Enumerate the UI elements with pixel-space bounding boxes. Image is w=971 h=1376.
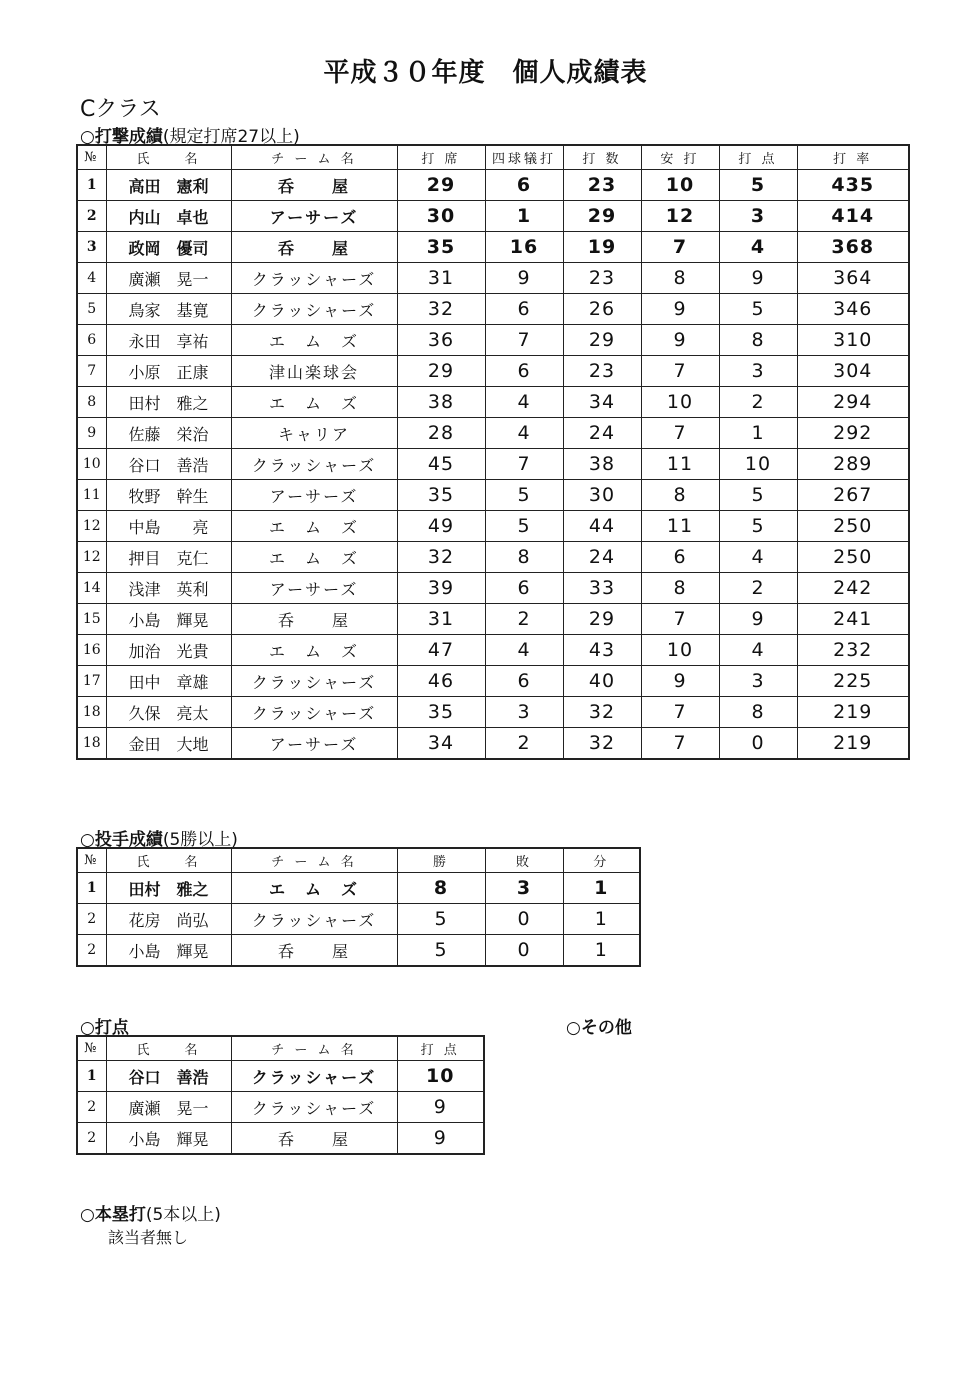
walks-sacrifices-cell: 4 bbox=[485, 635, 563, 666]
plate-appearances-cell: 39 bbox=[397, 573, 485, 604]
table-row bbox=[77, 263, 909, 294]
pitching-col-header: 敗 bbox=[485, 848, 563, 873]
rbi-cell: 5 bbox=[719, 511, 797, 542]
plate-appearances-cell: 36 bbox=[397, 325, 485, 356]
player-name-cell: 永田 享祐 bbox=[106, 325, 231, 356]
walks-sacrifices-cell: 6 bbox=[485, 666, 563, 697]
walks-sacrifices-cell: 1 bbox=[485, 201, 563, 232]
at-bats-cell: 29 bbox=[563, 604, 641, 635]
hits-cell: 12 bbox=[641, 201, 719, 232]
hits-cell: 9 bbox=[641, 325, 719, 356]
wins-cell: 8 bbox=[397, 873, 485, 904]
rbi-col-header: 打 点 bbox=[397, 1036, 484, 1061]
batting-average-cell: 294 bbox=[797, 387, 909, 418]
rank-cell: 16 bbox=[77, 635, 106, 666]
team-name-cell: キャリア bbox=[231, 418, 397, 449]
plate-appearances-cell: 47 bbox=[397, 635, 485, 666]
plate-appearances-cell: 38 bbox=[397, 387, 485, 418]
pitching-header-row bbox=[77, 848, 640, 873]
table-row bbox=[77, 418, 909, 449]
team-name-cell: クラッシャーズ bbox=[231, 263, 397, 294]
plate-appearances-cell: 46 bbox=[397, 666, 485, 697]
hits-cell: 10 bbox=[641, 387, 719, 418]
plate-appearances-cell: 29 bbox=[397, 170, 485, 201]
rbi-cell: 2 bbox=[719, 387, 797, 418]
hits-cell: 10 bbox=[641, 635, 719, 666]
rank-cell: 12 bbox=[77, 511, 106, 542]
rbi-cell: 5 bbox=[719, 170, 797, 201]
plate-appearances-cell: 29 bbox=[397, 356, 485, 387]
team-name-cell: クラッシャーズ bbox=[231, 697, 397, 728]
plate-appearances-cell: 30 bbox=[397, 201, 485, 232]
rank-cell: 4 bbox=[77, 263, 106, 294]
at-bats-cell: 24 bbox=[563, 418, 641, 449]
walks-sacrifices-cell: 6 bbox=[485, 573, 563, 604]
batting-col-header: 安 打 bbox=[641, 145, 719, 170]
hits-cell: 8 bbox=[641, 263, 719, 294]
wins-cell: 5 bbox=[397, 904, 485, 935]
rbi-cell: 10 bbox=[397, 1061, 484, 1092]
batting-average-cell: 242 bbox=[797, 573, 909, 604]
player-name-cell: 中島 亮 bbox=[106, 511, 231, 542]
rbi-heading: ○打点 bbox=[80, 1018, 129, 1038]
team-name-cell: アーサーズ bbox=[231, 480, 397, 511]
batting-average-cell: 225 bbox=[797, 666, 909, 697]
at-bats-cell: 32 bbox=[563, 728, 641, 760]
hits-cell: 7 bbox=[641, 697, 719, 728]
table-row bbox=[77, 904, 640, 935]
rbi-cell: 9 bbox=[397, 1123, 484, 1155]
walks-sacrifices-cell: 6 bbox=[485, 294, 563, 325]
batting-note: (規定打席27以上) bbox=[162, 127, 300, 147]
plate-appearances-cell: 31 bbox=[397, 263, 485, 294]
table-row bbox=[77, 449, 909, 480]
rbi-cell: 1 bbox=[719, 418, 797, 449]
rank-cell: 2 bbox=[77, 935, 106, 967]
batting-average-cell: 292 bbox=[797, 418, 909, 449]
batting-average-cell: 435 bbox=[797, 170, 909, 201]
batting-col-header: 打 席 bbox=[397, 145, 485, 170]
hits-cell: 11 bbox=[641, 449, 719, 480]
player-name-cell: 金田 大地 bbox=[106, 728, 231, 760]
rbi-cell: 0 bbox=[719, 728, 797, 760]
player-name-cell: 花房 尚弘 bbox=[106, 904, 231, 935]
player-name-cell: 浅津 英利 bbox=[106, 573, 231, 604]
rbi-cell: 2 bbox=[719, 573, 797, 604]
hits-cell: 7 bbox=[641, 604, 719, 635]
rbi-cell: 5 bbox=[719, 294, 797, 325]
rbi-cell: 9 bbox=[397, 1092, 484, 1123]
plate-appearances-cell: 34 bbox=[397, 728, 485, 760]
player-name-cell: 高田 憲利 bbox=[106, 170, 231, 201]
team-name-cell: エ ム ズ bbox=[231, 325, 397, 356]
batting-average-cell: 219 bbox=[797, 697, 909, 728]
rbi-cell: 8 bbox=[719, 697, 797, 728]
team-name-cell: クラッシャーズ bbox=[231, 294, 397, 325]
player-name-cell: 田村 雅之 bbox=[106, 873, 231, 904]
player-name-cell: 内山 卓也 bbox=[106, 201, 231, 232]
plate-appearances-cell: 28 bbox=[397, 418, 485, 449]
batting-col-header: 打 率 bbox=[797, 145, 909, 170]
rbi-col-header: № bbox=[77, 1036, 106, 1061]
team-name-cell: エ ム ズ bbox=[231, 873, 397, 904]
table-row bbox=[77, 573, 909, 604]
batting-header-row bbox=[77, 145, 909, 170]
hits-cell: 9 bbox=[641, 666, 719, 697]
team-name-cell: 津山楽球会 bbox=[231, 356, 397, 387]
batting-average-cell: 414 bbox=[797, 201, 909, 232]
batting-col-header: 打 数 bbox=[563, 145, 641, 170]
rank-cell: 1 bbox=[77, 170, 106, 201]
batting-average-cell: 241 bbox=[797, 604, 909, 635]
rbi-col-header: 氏 名 bbox=[106, 1036, 231, 1061]
table-row bbox=[77, 935, 640, 967]
hits-cell: 10 bbox=[641, 170, 719, 201]
batting-average-cell: 267 bbox=[797, 480, 909, 511]
at-bats-cell: 23 bbox=[563, 356, 641, 387]
batting-average-cell: 304 bbox=[797, 356, 909, 387]
at-bats-cell: 38 bbox=[563, 449, 641, 480]
rank-cell: 12 bbox=[77, 542, 106, 573]
rank-cell: 18 bbox=[77, 728, 106, 760]
player-name-cell: 牧野 幹生 bbox=[106, 480, 231, 511]
pitching-col-header: チ ー ム 名 bbox=[231, 848, 397, 873]
table-row bbox=[77, 604, 909, 635]
player-name-cell: 廣瀬 晃一 bbox=[106, 263, 231, 294]
losses-cell: 0 bbox=[485, 935, 563, 967]
walks-sacrifices-cell: 5 bbox=[485, 480, 563, 511]
hits-cell: 7 bbox=[641, 418, 719, 449]
walks-sacrifices-cell: 7 bbox=[485, 449, 563, 480]
rank-cell: 14 bbox=[77, 573, 106, 604]
hits-cell: 7 bbox=[641, 728, 719, 760]
batting-average-cell: 232 bbox=[797, 635, 909, 666]
other-heading: ○その他 bbox=[566, 1018, 632, 1038]
pitching-heading-text: ○投手成績 bbox=[80, 830, 163, 850]
at-bats-cell: 43 bbox=[563, 635, 641, 666]
batting-col-header: № bbox=[77, 145, 106, 170]
hits-cell: 6 bbox=[641, 542, 719, 573]
table-row bbox=[77, 387, 909, 418]
plate-appearances-cell: 32 bbox=[397, 542, 485, 573]
walks-sacrifices-cell: 2 bbox=[485, 604, 563, 635]
rank-cell: 10 bbox=[77, 449, 106, 480]
at-bats-cell: 30 bbox=[563, 480, 641, 511]
plate-appearances-cell: 31 bbox=[397, 604, 485, 635]
losses-cell: 3 bbox=[485, 873, 563, 904]
player-name-cell: 廣瀬 晃一 bbox=[106, 1092, 231, 1123]
walks-sacrifices-cell: 9 bbox=[485, 263, 563, 294]
draws-cell: 1 bbox=[563, 904, 640, 935]
team-name-cell: クラッシャーズ bbox=[231, 449, 397, 480]
at-bats-cell: 29 bbox=[563, 201, 641, 232]
plate-appearances-cell: 32 bbox=[397, 294, 485, 325]
rbi-cell: 4 bbox=[719, 542, 797, 573]
at-bats-cell: 40 bbox=[563, 666, 641, 697]
player-name-cell: 小島 輝晃 bbox=[106, 1123, 231, 1155]
player-name-cell: 谷口 善浩 bbox=[106, 449, 231, 480]
pitching-table bbox=[76, 847, 641, 967]
page-title: 平成３０年度 個人成績表 bbox=[323, 58, 648, 88]
walks-sacrifices-cell: 2 bbox=[485, 728, 563, 760]
plate-appearances-cell: 45 bbox=[397, 449, 485, 480]
table-row bbox=[77, 666, 909, 697]
batting-average-cell: 289 bbox=[797, 449, 909, 480]
team-name-cell: エ ム ズ bbox=[231, 387, 397, 418]
hits-cell: 8 bbox=[641, 573, 719, 604]
at-bats-cell: 29 bbox=[563, 325, 641, 356]
batting-col-header: 四球犠打 bbox=[485, 145, 563, 170]
at-bats-cell: 23 bbox=[563, 263, 641, 294]
team-name-cell: 呑 屋 bbox=[231, 604, 397, 635]
losses-cell: 0 bbox=[485, 904, 563, 935]
rank-cell: 11 bbox=[77, 480, 106, 511]
rbi-table bbox=[76, 1035, 485, 1155]
walks-sacrifices-cell: 7 bbox=[485, 325, 563, 356]
rbi-cell: 9 bbox=[719, 263, 797, 294]
player-name-cell: 政岡 優司 bbox=[106, 232, 231, 263]
rbi-cell: 4 bbox=[719, 232, 797, 263]
walks-sacrifices-cell: 6 bbox=[485, 170, 563, 201]
player-name-cell: 鳥家 基寛 bbox=[106, 294, 231, 325]
walks-sacrifices-cell: 8 bbox=[485, 542, 563, 573]
rank-cell: 17 bbox=[77, 666, 106, 697]
pitching-col-header: № bbox=[77, 848, 106, 873]
rank-cell: 2 bbox=[77, 1123, 106, 1155]
player-name-cell: 加治 光貴 bbox=[106, 635, 231, 666]
rank-cell: 3 bbox=[77, 232, 106, 263]
team-name-cell: 呑 屋 bbox=[231, 935, 397, 967]
rank-cell: 2 bbox=[77, 1092, 106, 1123]
table-row bbox=[77, 325, 909, 356]
team-name-cell: 呑 屋 bbox=[231, 1123, 397, 1155]
team-name-cell: 呑 屋 bbox=[231, 232, 397, 263]
table-row bbox=[77, 542, 909, 573]
table-row bbox=[77, 697, 909, 728]
at-bats-cell: 24 bbox=[563, 542, 641, 573]
rbi-cell: 5 bbox=[719, 480, 797, 511]
team-name-cell: アーサーズ bbox=[231, 573, 397, 604]
table-row bbox=[77, 873, 640, 904]
table-row bbox=[77, 480, 909, 511]
walks-sacrifices-cell: 4 bbox=[485, 387, 563, 418]
batting-average-cell: 310 bbox=[797, 325, 909, 356]
rank-cell: 6 bbox=[77, 325, 106, 356]
walks-sacrifices-cell: 4 bbox=[485, 418, 563, 449]
hits-cell: 7 bbox=[641, 232, 719, 263]
walks-sacrifices-cell: 6 bbox=[485, 356, 563, 387]
rbi-col-header: チ ー ム 名 bbox=[231, 1036, 397, 1061]
batting-average-cell: 368 bbox=[797, 232, 909, 263]
at-bats-cell: 19 bbox=[563, 232, 641, 263]
batting-average-cell: 346 bbox=[797, 294, 909, 325]
rbi-cell: 4 bbox=[719, 635, 797, 666]
player-name-cell: 田村 雅之 bbox=[106, 387, 231, 418]
batting-col-header: 打 点 bbox=[719, 145, 797, 170]
pitching-note: (5勝以上) bbox=[162, 830, 238, 850]
table-row bbox=[77, 1092, 484, 1123]
player-name-cell: 押目 克仁 bbox=[106, 542, 231, 573]
homerun-note: (5本以上) bbox=[145, 1205, 221, 1225]
player-name-cell: 小島 輝晃 bbox=[106, 604, 231, 635]
team-name-cell: アーサーズ bbox=[231, 201, 397, 232]
rbi-cell: 10 bbox=[719, 449, 797, 480]
hits-cell: 8 bbox=[641, 480, 719, 511]
homerun-none: 該当者無し bbox=[108, 1228, 189, 1247]
table-row bbox=[77, 201, 909, 232]
rank-cell: 2 bbox=[77, 904, 106, 935]
draws-cell: 1 bbox=[563, 935, 640, 967]
rank-cell: 9 bbox=[77, 418, 106, 449]
at-bats-cell: 34 bbox=[563, 387, 641, 418]
team-name-cell: 呑 屋 bbox=[231, 170, 397, 201]
rank-cell: 1 bbox=[77, 873, 106, 904]
player-name-cell: 久保 亮太 bbox=[106, 697, 231, 728]
player-name-cell: 小原 正康 bbox=[106, 356, 231, 387]
hits-cell: 7 bbox=[641, 356, 719, 387]
plate-appearances-cell: 35 bbox=[397, 480, 485, 511]
hits-cell: 9 bbox=[641, 294, 719, 325]
rbi-header-row bbox=[77, 1036, 484, 1061]
at-bats-cell: 23 bbox=[563, 170, 641, 201]
team-name-cell: アーサーズ bbox=[231, 728, 397, 760]
walks-sacrifices-cell: 5 bbox=[485, 511, 563, 542]
wins-cell: 5 bbox=[397, 935, 485, 967]
walks-sacrifices-cell: 16 bbox=[485, 232, 563, 263]
rbi-cell: 8 bbox=[719, 325, 797, 356]
rbi-cell: 3 bbox=[719, 356, 797, 387]
table-row bbox=[77, 1123, 484, 1155]
at-bats-cell: 32 bbox=[563, 697, 641, 728]
rank-cell: 15 bbox=[77, 604, 106, 635]
batting-average-cell: 364 bbox=[797, 263, 909, 294]
homerun-heading bbox=[80, 1200, 221, 1225]
rank-cell: 18 bbox=[77, 697, 106, 728]
player-name-cell: 谷口 善浩 bbox=[106, 1061, 231, 1092]
team-name-cell: エ ム ズ bbox=[231, 511, 397, 542]
batting-average-cell: 250 bbox=[797, 511, 909, 542]
team-name-cell: クラッシャーズ bbox=[231, 904, 397, 935]
rank-cell: 8 bbox=[77, 387, 106, 418]
pitching-col-header: 勝 bbox=[397, 848, 485, 873]
table-row bbox=[77, 170, 909, 201]
table-row bbox=[77, 356, 909, 387]
rank-cell: 1 bbox=[77, 1061, 106, 1092]
table-row bbox=[77, 635, 909, 666]
plate-appearances-cell: 35 bbox=[397, 232, 485, 263]
rank-cell: 5 bbox=[77, 294, 106, 325]
player-name-cell: 田中 章雄 bbox=[106, 666, 231, 697]
plate-appearances-cell: 35 bbox=[397, 697, 485, 728]
table-row bbox=[77, 1061, 484, 1092]
team-name-cell: エ ム ズ bbox=[231, 542, 397, 573]
batting-col-header: チ ー ム 名 bbox=[231, 145, 397, 170]
draws-cell: 1 bbox=[563, 873, 640, 904]
rank-cell: 7 bbox=[77, 356, 106, 387]
class-label: Cクラス bbox=[80, 97, 161, 122]
pitching-col-header: 分 bbox=[563, 848, 640, 873]
batting-average-cell: 219 bbox=[797, 728, 909, 760]
batting-average-cell: 250 bbox=[797, 542, 909, 573]
at-bats-cell: 44 bbox=[563, 511, 641, 542]
walks-sacrifices-cell: 3 bbox=[485, 697, 563, 728]
pitching-col-header: 氏 名 bbox=[106, 848, 231, 873]
rbi-cell: 3 bbox=[719, 201, 797, 232]
hits-cell: 11 bbox=[641, 511, 719, 542]
plate-appearances-cell: 49 bbox=[397, 511, 485, 542]
rank-cell: 2 bbox=[77, 201, 106, 232]
at-bats-cell: 33 bbox=[563, 573, 641, 604]
table-row bbox=[77, 511, 909, 542]
batting-table bbox=[76, 144, 910, 760]
team-name-cell: クラッシャーズ bbox=[231, 1061, 397, 1092]
team-name-cell: クラッシャーズ bbox=[231, 666, 397, 697]
batting-col-header: 氏 名 bbox=[106, 145, 231, 170]
rbi-cell: 3 bbox=[719, 666, 797, 697]
team-name-cell: クラッシャーズ bbox=[231, 1092, 397, 1123]
player-name-cell: 小島 輝晃 bbox=[106, 935, 231, 967]
homerun-heading-text: ○本塁打 bbox=[80, 1205, 146, 1225]
table-row bbox=[77, 728, 909, 760]
batting-heading-text: ○打撃成績 bbox=[80, 127, 163, 147]
rbi-cell: 9 bbox=[719, 604, 797, 635]
player-name-cell: 佐藤 栄治 bbox=[106, 418, 231, 449]
team-name-cell: エ ム ズ bbox=[231, 635, 397, 666]
at-bats-cell: 26 bbox=[563, 294, 641, 325]
table-row bbox=[77, 232, 909, 263]
table-row bbox=[77, 294, 909, 325]
